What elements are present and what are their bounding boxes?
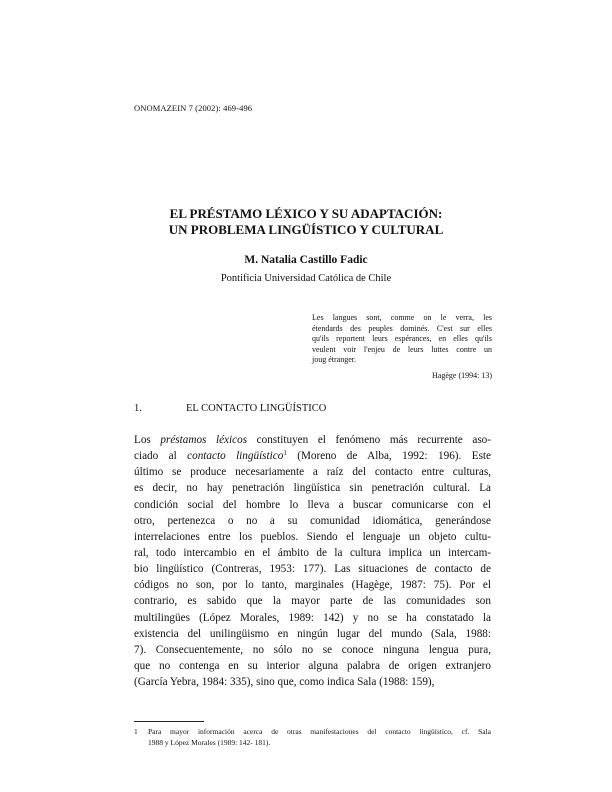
epigraph-line: veulent voir l'enjeu de leurs luttes contre un — [312, 344, 492, 354]
epigraph — [312, 313, 492, 366]
body-line — [134, 432, 491, 448]
body-text: Los — [134, 434, 161, 446]
epigraph-line: étendards des peuples dominés. C'est sur elles — [312, 323, 492, 333]
body-line: 7). Consecuentemente, no sólo no se conoce ninguna lengua pura, — [134, 643, 491, 656]
section-title: EL CONTACTO LINGÜÍSTICO — [186, 403, 327, 414]
author-name: M. Natalia Castillo Fadic — [244, 254, 368, 266]
body-text: (Moreno de Alba, 1992: 196). Este — [286, 450, 491, 463]
body-line — [134, 448, 491, 464]
body-line: multilingües (López Morales, 1989: 142) y no se ha constatado la — [134, 611, 491, 624]
body-text: constituyen el fenómeno más recurrente aso- — [247, 434, 492, 446]
body-paragraph — [134, 432, 491, 690]
body-line: existencia del unilingüismo en ningún lugar del mundo (Sala, 1988: — [134, 627, 491, 640]
body-line: contrario, es sabido que la mayor parte de las comunidades son — [134, 595, 491, 608]
body-line: es decir, no hay penetración lingüística sin penetración cultural. La — [134, 482, 491, 495]
body-line: otro, pertenezca o no a su comunidad idiomática, generándose — [134, 514, 491, 527]
body-line: ral, todo intercambio en el ámbito de la cultura implica un intercam- — [134, 546, 491, 559]
epigraph-source: Hagège (1994: 13) — [432, 371, 492, 380]
article-title-line-1: EL PRÉSTAMO LÉXICO Y SU ADAPTACIÓN: — [169, 206, 443, 221]
body-line: códigos no son, por lo tanto, marginales (Hagège, 1987: 75). Por el — [134, 579, 491, 592]
section-heading — [134, 403, 326, 414]
body-line: interrelaciones entre los pueblos. Siendo el lenguaje un objeto cultu- — [134, 530, 491, 543]
footnote-line: Para mayor información acerca de otras manifestaciones del contacto lingüístico, cf. Sala — [148, 727, 491, 736]
journal-header: ONOMAZEIN 7 (2002): 469-496 — [134, 103, 253, 113]
body-line: que no contenga en su interior alguna palabra de origen extranjero — [134, 659, 491, 672]
footnote-divider — [134, 721, 204, 722]
footnote-line: 1988 y López Morales (1989: 142- 181). — [148, 737, 271, 747]
body-line: último se produce necesariamente a raíz del contacto entre culturas, — [134, 466, 491, 479]
epigraph-line: qu'ils reportent leurs espérances, en elles qu'ils — [312, 334, 492, 344]
body-line: bio lingüístico (Contreras, 1953: 177). Las situaciones de contacto de — [134, 563, 491, 576]
article-title-line-2: UN PROBLEMA LINGÜÍSTICO Y CULTURAL — [168, 222, 444, 237]
author-affiliation: Pontificia Universidad Católica de Chile — [220, 273, 392, 284]
epigraph-line: Les langues sont, comme on le verra, les — [312, 313, 492, 322]
italic-term: contacto lingüístico — [187, 450, 284, 463]
section-number: 1. — [134, 403, 142, 414]
italic-term: préstamos léxicos — [160, 434, 248, 446]
body-line: condición social del hombre lo lleva a buscar comunicarse con el — [134, 498, 491, 511]
footnote-mark: 1 — [134, 727, 138, 736]
epigraph-line: joug étranger. — [312, 355, 356, 365]
footnote-reference[interactable]: 1 — [283, 449, 287, 458]
footnote — [134, 727, 491, 748]
body-text: ciado al — [134, 450, 188, 463]
body-line: (García Yebra, 1984: 335), sino que, como indica Sala (1988: 159), — [134, 676, 435, 689]
